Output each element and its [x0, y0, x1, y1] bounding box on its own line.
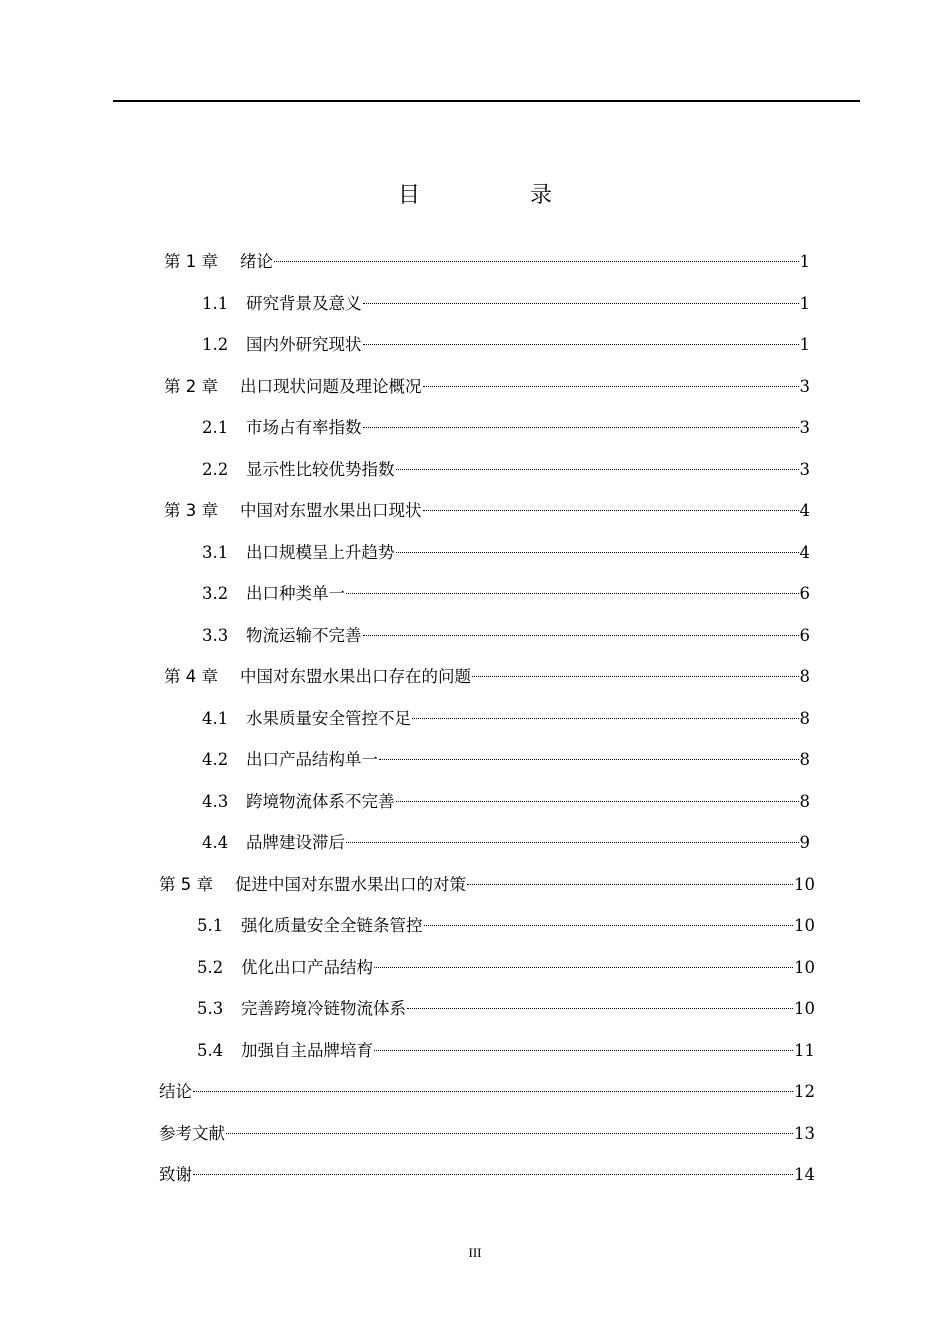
toc-dot-leader [363, 343, 799, 345]
toc-entry-title: 绪论 [240, 252, 273, 271]
toc-entry[interactable] [159, 1161, 815, 1185]
toc-dot-leader [274, 260, 799, 262]
toc-entry-number: 第 2 章 [164, 377, 218, 396]
toc-entry-page: 12 [794, 1082, 815, 1101]
toc-entry-title: 国内外研究现状 [246, 335, 362, 354]
toc-entry[interactable] [202, 788, 810, 812]
toc-title: 目 录 [397, 183, 596, 208]
toc-entry-title: 优化出口产品结构 [241, 958, 373, 977]
toc-entry-title: 中国对东盟水果出口现状 [240, 501, 422, 520]
toc-dot-leader [472, 675, 799, 677]
toc-entry[interactable] [202, 746, 810, 770]
toc-dot-leader [467, 883, 793, 885]
toc-entry-page: 3 [799, 418, 810, 437]
toc-entry[interactable] [159, 1078, 815, 1102]
toc-entry-number: 1.1 [202, 294, 229, 313]
toc-entry[interactable] [159, 1120, 815, 1144]
toc-entry-page: 4 [799, 543, 810, 562]
toc-entry-title: 结论 [159, 1082, 192, 1101]
toc-entry-page: 10 [794, 958, 815, 977]
toc-entry-page: 1 [799, 335, 810, 354]
toc-entry-page: 11 [794, 1041, 815, 1060]
toc-entry-page: 1 [799, 252, 810, 271]
toc-entry-number: 4.4 [202, 833, 229, 852]
toc-entry[interactable] [197, 995, 815, 1019]
toc-entry-number: 3.1 [202, 543, 229, 562]
toc-entry-number: 3.2 [202, 584, 229, 603]
toc-entry-number: 4.1 [202, 709, 229, 728]
toc-entry-number: 第 5 章 [159, 875, 213, 894]
toc-entry[interactable] [164, 248, 810, 272]
toc-entry-page: 1 [799, 294, 810, 313]
toc-entry[interactable] [202, 539, 810, 563]
toc-entry[interactable] [202, 414, 810, 438]
toc-entry-title: 跨境物流体系不完善 [246, 792, 395, 811]
toc-entry-title: 研究背景及意义 [246, 294, 362, 313]
toc-entry[interactable] [164, 663, 810, 687]
toc-entry-title: 强化质量安全全链条管控 [241, 916, 423, 935]
toc-dot-leader [363, 302, 799, 304]
toc-entry[interactable] [202, 622, 810, 646]
toc-entry-page: 10 [794, 999, 815, 1018]
toc-dot-leader [423, 509, 799, 511]
toc-entry[interactable] [197, 1037, 815, 1061]
toc-dot-leader [396, 551, 799, 553]
toc-entry[interactable] [197, 912, 815, 936]
toc-entry-number: 5.1 [197, 916, 224, 935]
toc-entry-number: 5.3 [197, 999, 224, 1018]
toc-dot-leader [396, 468, 799, 470]
toc-dot-leader [374, 966, 793, 968]
toc-entry-title: 出口规模呈上升趋势 [246, 543, 395, 562]
toc-entry[interactable] [202, 290, 810, 314]
toc-dot-leader [374, 1049, 793, 1051]
toc-entry[interactable] [202, 331, 810, 355]
toc-entry[interactable] [159, 871, 815, 895]
toc-entry-number: 第 3 章 [164, 501, 218, 520]
toc-dot-leader [346, 592, 799, 594]
toc-entry-page: 4 [799, 501, 810, 520]
toc-entry-number: 4.2 [202, 750, 229, 769]
toc-entry-number: 2.1 [202, 418, 229, 437]
toc-entry-title: 品牌建设滞后 [246, 833, 345, 852]
toc-dot-leader [193, 1090, 793, 1092]
toc-entry-title: 加强自主品牌培育 [241, 1041, 373, 1060]
toc-entry-number: 第 4 章 [164, 667, 218, 686]
toc-entry-number: 1.2 [202, 335, 229, 354]
toc-entry-title: 中国对东盟水果出口存在的问题 [240, 667, 471, 686]
toc-dot-leader [363, 634, 799, 636]
toc-dot-leader [346, 841, 799, 843]
toc-dot-leader [396, 800, 799, 802]
toc-entry-number: 4.3 [202, 792, 229, 811]
toc-dot-leader [226, 1132, 793, 1134]
toc-dot-leader [407, 1007, 793, 1009]
toc-entry-number: 5.4 [197, 1041, 224, 1060]
toc-entry-page: 8 [799, 792, 810, 811]
toc-entry-page: 3 [799, 377, 810, 396]
toc-entry-page: 6 [799, 626, 810, 645]
toc-entry-page: 14 [794, 1165, 815, 1184]
toc-entry-title: 出口现状问题及理论概况 [240, 377, 422, 396]
toc-entry[interactable] [202, 580, 810, 604]
toc-entry-title: 参考文献 [159, 1124, 225, 1143]
toc-entry[interactable] [197, 954, 815, 978]
toc-entry-page: 8 [799, 750, 810, 769]
toc-entry-page: 13 [794, 1124, 815, 1143]
toc-entry-number: 第 1 章 [164, 252, 218, 271]
toc-entry-page: 9 [799, 833, 810, 852]
toc-dot-leader [424, 924, 794, 926]
toc-entry-page: 8 [799, 667, 810, 686]
toc-entry-title: 促进中国对东盟水果出口的对策 [235, 875, 466, 894]
toc-entry-page: 6 [799, 584, 810, 603]
toc-entry[interactable] [202, 705, 810, 729]
toc-entry-number: 3.3 [202, 626, 229, 645]
toc-entry-page: 10 [794, 875, 815, 894]
toc-dot-leader [379, 758, 799, 760]
toc-entry-page: 8 [799, 709, 810, 728]
toc-entry-title: 出口产品结构单一 [246, 750, 378, 769]
toc-entry[interactable] [202, 456, 810, 480]
toc-entry-title: 显示性比较优势指数 [246, 460, 395, 479]
toc-entry-title: 水果质量安全管控不足 [246, 709, 411, 728]
toc-entry-title: 市场占有率指数 [246, 418, 362, 437]
toc-dot-leader [363, 426, 799, 428]
toc-entry[interactable] [164, 497, 810, 521]
toc-dot-leader [193, 1173, 793, 1175]
toc-entry-title: 物流运输不完善 [246, 626, 362, 645]
toc-entry-page: 3 [799, 460, 810, 479]
toc-dot-leader [423, 385, 799, 387]
toc-entry-number: 2.2 [202, 460, 229, 479]
toc-entry-title: 致谢 [159, 1165, 192, 1184]
toc-dot-leader [412, 717, 799, 719]
toc-entry-page: 10 [794, 916, 815, 935]
toc-entry[interactable] [164, 373, 810, 397]
toc-entry-number: 5.2 [197, 958, 224, 977]
footer-page-number: III [468, 1245, 482, 1260]
toc-entry-title: 出口种类单一 [246, 584, 345, 603]
toc-entry[interactable] [202, 829, 810, 853]
toc-entry-title: 完善跨境冷链物流体系 [241, 999, 406, 1018]
